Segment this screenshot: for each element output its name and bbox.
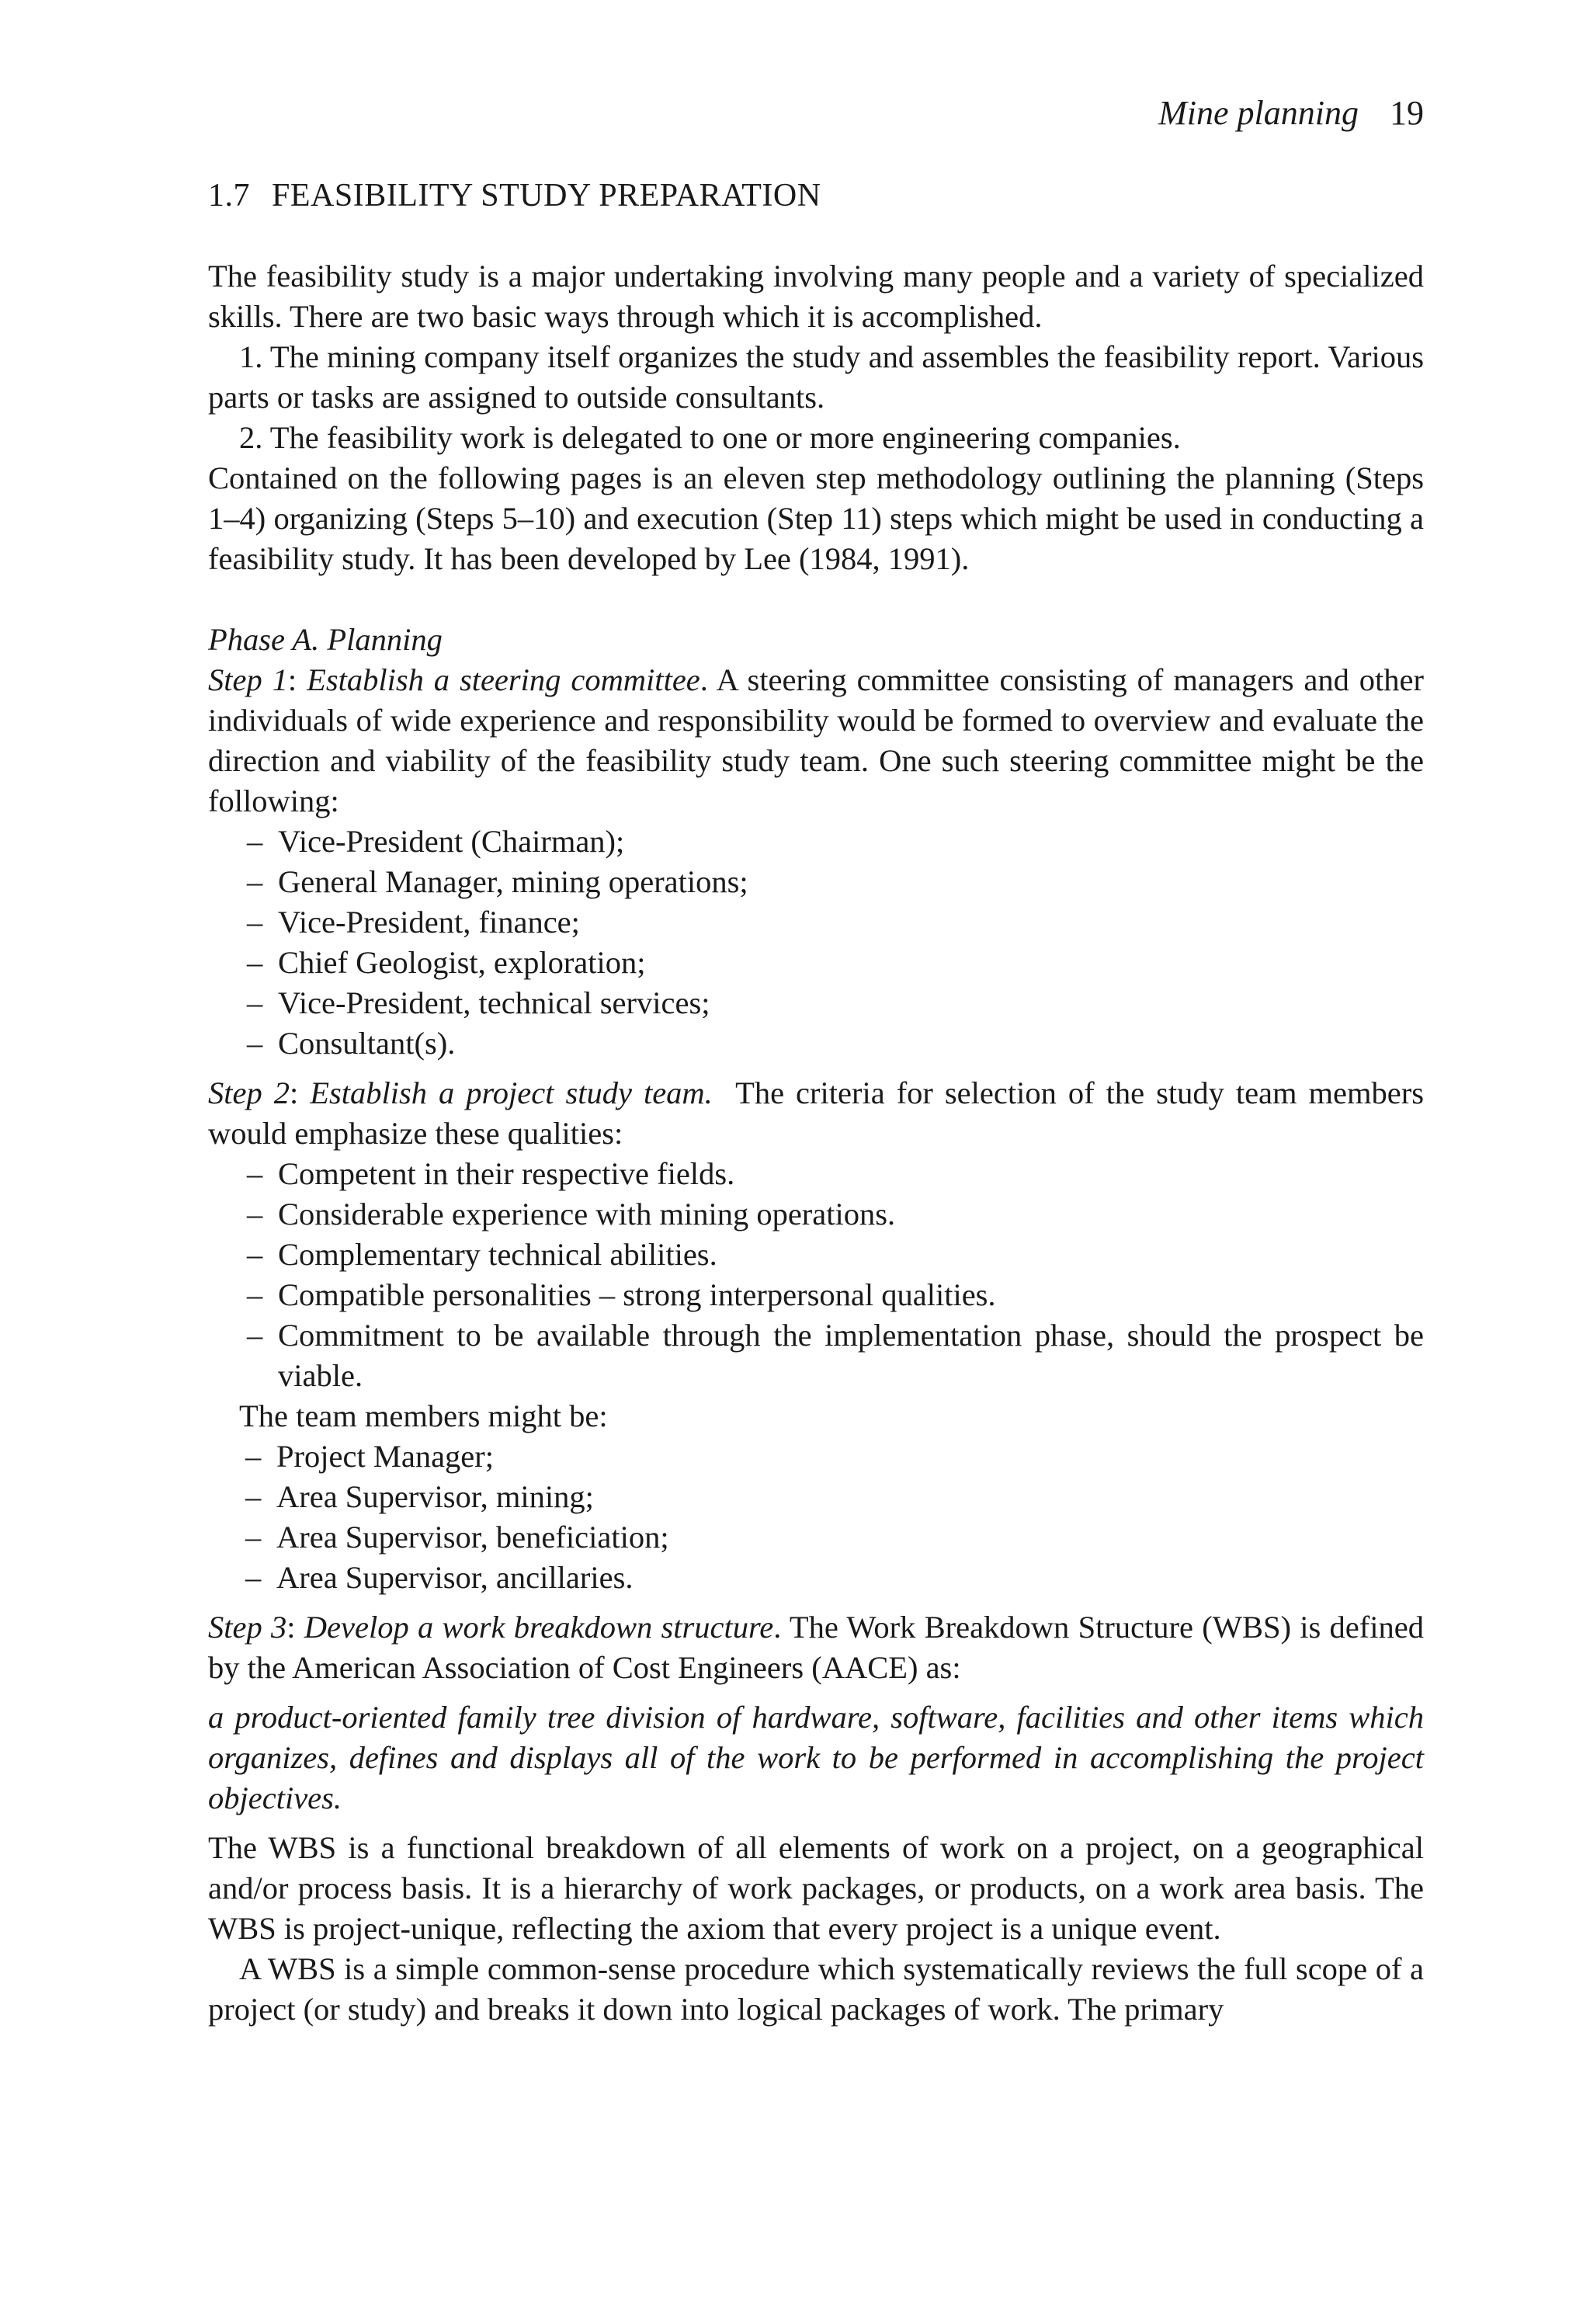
dash-bullet: –	[245, 1520, 262, 1555]
step-1-colon: :	[287, 662, 297, 697]
list-item-text: Competent in their respective fields.	[278, 1156, 735, 1191]
list-item-text: Complementary technical abilities.	[278, 1237, 717, 1272]
list-item-text: Considerable experience with mining operations.	[278, 1197, 896, 1231]
step-2-colon: :	[289, 1075, 299, 1110]
section-number: 1.7	[208, 178, 250, 214]
list-item	[208, 1194, 1424, 1235]
spacer	[208, 1688, 1424, 1697]
phase-heading: Phase A. Planning	[208, 622, 443, 657]
wbs-paragraph-2: A WBS is a simple common-sense procedure which systematically reviews the full scope of a project (or study) and breaks it down into logical packages of work. The primary	[208, 1951, 1424, 2027]
team-members-intro: The team members might be:	[239, 1398, 608, 1433]
step-1-label: Step 1	[208, 662, 288, 697]
dash-bullet: –	[247, 1197, 263, 1231]
methodology-paragraph: Contained on the following pages is an eleven step methodology outlining the planning (Steps 1–4) organizing (Steps 5–10) and execution (Step 11) steps which might be used in conducting a feasibility study. It has been developed by Lee (1984, 1991).	[208, 460, 1424, 576]
step-2-label: Step 2	[208, 1075, 290, 1110]
team-members-list	[208, 1436, 1424, 1598]
list-item-text: General Manager, mining operations;	[278, 864, 748, 899]
spacer	[208, 579, 1424, 620]
list-item-text: Chief Geologist, exploration;	[278, 945, 646, 980]
step-2-title: Establish a project study team.	[310, 1075, 713, 1110]
wbs-paragraph-1: The WBS is a functional breakdown of all elements of work on a project, on a geographical and/or process basis. It is a hierarchy of work packages, or products, on a work area basis. The WBS is project-unique, reflecting the axiom that every project is a unique event.	[208, 1830, 1424, 1946]
running-head	[1158, 93, 1424, 134]
list-item	[208, 1517, 1424, 1558]
list-item	[208, 1315, 1424, 1396]
step-3-label: Step 3	[208, 1610, 287, 1645]
dash-bullet: –	[247, 864, 263, 899]
step-3-colon: :	[286, 1610, 296, 1645]
list-item	[208, 1154, 1424, 1194]
step-3-paragraph	[208, 1607, 1424, 1688]
list-item-text: Area Supervisor, ancillaries.	[276, 1560, 634, 1595]
list-item-text: Vice-President, technical services;	[278, 985, 710, 1020]
step-2-paragraph	[208, 1073, 1424, 1154]
spacer	[208, 1598, 1424, 1607]
step-3-title-period: .	[773, 1610, 782, 1645]
dash-bullet: –	[247, 1237, 263, 1272]
intro-paragraph: The feasibility study is a major undertaking involving many people and a variety of specialized skills. There are two basic ways through which it is accomplished.	[208, 259, 1424, 334]
step-3-text: The Work Breakdown Structure (WBS) is defined by the American Association of Cost Engineers (AACE) as:	[208, 1610, 1424, 1685]
running-head-title: Mine planning	[1158, 94, 1359, 132]
dash-bullet: –	[245, 1560, 262, 1595]
section-title: FEASIBILITY STUDY PREPARATION	[272, 178, 821, 214]
intro-way-1: 1. The mining company itself organizes the study and assembles the feasibility report. Various parts or tasks are assigned to outside consultants.	[208, 339, 1424, 415]
spacer	[208, 1819, 1424, 1828]
list-item	[208, 1235, 1424, 1275]
list-item-text: Vice-President (Chairman);	[278, 824, 625, 859]
dash-bullet: –	[247, 1318, 263, 1353]
wbs-definition-quote: a product-oriented family tree division of hardware, software, facilities and other items which organizes, defines and displays all of the work to be performed in accomplishing the project objectives.	[208, 1700, 1424, 1815]
step-1-text: A steering committee consisting of managers and other individuals of wide experience and responsibility would be formed to overview and evaluate the direction and viability of the feasibility study team. One such steering committee might be the following:	[208, 662, 1425, 818]
list-item-text: Area Supervisor, mining;	[276, 1479, 594, 1514]
step-1-title: Establish a steering committee	[307, 662, 700, 697]
list-item-text: Vice-President, finance;	[278, 905, 580, 940]
list-item	[208, 862, 1424, 902]
body-text	[208, 175, 1424, 2030]
list-item-text: Consultant(s).	[278, 1026, 456, 1061]
steering-committee-list	[208, 822, 1424, 1064]
list-item	[208, 1558, 1424, 1598]
list-item	[208, 1275, 1424, 1315]
page-number: 19	[1390, 94, 1424, 132]
dash-bullet: –	[245, 1479, 262, 1514]
list-item-text: Compatible personalities – strong interpersonal qualities.	[278, 1277, 996, 1312]
list-item	[208, 983, 1424, 1023]
list-item	[208, 1477, 1424, 1517]
spacer	[208, 1064, 1424, 1073]
dash-bullet: –	[247, 1156, 263, 1191]
list-item	[208, 902, 1424, 943]
dash-bullet: –	[245, 1439, 262, 1474]
step-2-text: The criteria for selection of the study team members would emphasize these qualities:	[208, 1075, 1424, 1151]
dash-bullet: –	[247, 905, 263, 940]
list-item	[208, 943, 1424, 983]
list-item	[208, 822, 1424, 862]
list-item-text: Area Supervisor, beneficiation;	[276, 1520, 669, 1555]
list-item	[208, 1023, 1424, 1064]
dash-bullet: –	[247, 1277, 263, 1312]
list-item-text: Project Manager;	[276, 1439, 495, 1474]
dash-bullet: –	[247, 1026, 263, 1061]
section-heading	[208, 175, 1424, 216]
intro-way-2: 2. The feasibility work is delegated to one or more engineering companies.	[239, 420, 1181, 455]
dash-bullet: –	[247, 824, 263, 859]
list-item-text: Commitment to be available through the implementation phase, should the prospect be viable.	[278, 1318, 1424, 1393]
list-item	[208, 1436, 1424, 1477]
dash-bullet: –	[247, 985, 263, 1020]
step-1-title-period: .	[700, 662, 708, 697]
step-1-paragraph	[208, 660, 1424, 822]
study-team-qualities-list	[208, 1154, 1424, 1396]
dash-bullet: –	[247, 945, 263, 980]
step-3-title: Develop a work breakdown structure	[304, 1610, 774, 1645]
